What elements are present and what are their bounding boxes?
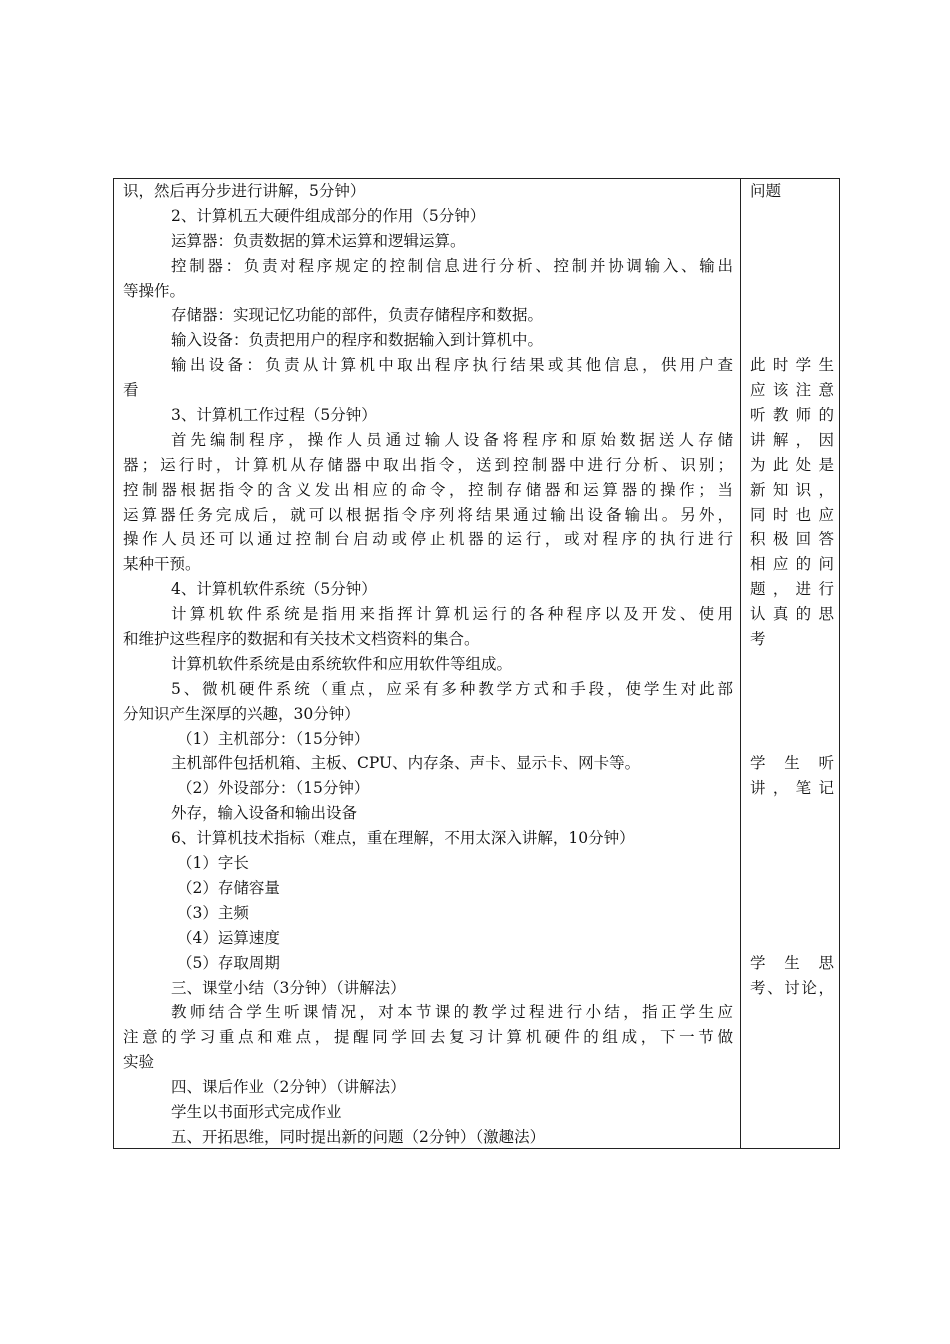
activity-line: [750, 279, 834, 304]
content-line: 看: [123, 381, 139, 400]
content-line: 计算机软件系统是由系统软件和应用软件等组成。: [171, 654, 513, 673]
content-line: 操作人员还可以通过控制台启动或停止机器的运行，或对程序的执行进行: [123, 530, 733, 549]
activity-line: [750, 303, 834, 328]
activity-line: 认真的思: [750, 605, 834, 624]
activity-line: [750, 204, 834, 229]
content-line: 控制器：负责对程序规定的控制信息进行分析、控制并协调输入、输出: [171, 256, 733, 275]
content-line: 输出设备：负责从计算机中取出程序执行结果或其他信息，供用户查: [171, 356, 733, 375]
content-line: （3）主频: [177, 903, 249, 922]
activity-line: 此时学生: [750, 356, 834, 375]
activity-line: 听教师的: [750, 406, 834, 425]
activity-line: 同时也应: [750, 505, 834, 524]
content-line: 主机部件包括机箱、主板、CPU、内存条、声卡、显示卡、网卡等。: [171, 754, 641, 773]
content-line: 和维护这些程序的数据和有关技术文档资料的集合。: [123, 630, 480, 649]
activity-line: [750, 677, 834, 702]
activity-line: 问题: [750, 182, 782, 200]
content-line: 计算机软件系统是指用来指挥计算机运行的各种程序以及开发、使用: [171, 605, 733, 624]
activity-line: [750, 851, 834, 876]
content-line: 识，然后再分步进行讲解，5分钟）: [123, 182, 366, 200]
activity-line: [750, 901, 834, 926]
content-line: 等操作。: [123, 281, 186, 300]
content-line: （2）外设部分：（15分钟）: [177, 779, 370, 798]
activity-line: 讲，笔记: [750, 779, 834, 798]
activity-line: 为此处是: [750, 455, 834, 474]
activity-line: 学生听: [750, 754, 834, 773]
content-line: （1）主机部分：（15分钟）: [177, 729, 370, 748]
content-line: 首先编制程序，操作人员通过输人设备将程序和原始数据送人存储: [171, 430, 733, 449]
activity-line: 讲解，因: [750, 430, 834, 449]
activity-line: [750, 229, 834, 254]
column-divider: [740, 179, 741, 1148]
activity-line: [750, 702, 834, 727]
content-line: 教师结合学生听课情况，对本节课的教学过程进行小结，指正学生应: [171, 1003, 733, 1022]
content-line: （5）存取周期: [177, 953, 280, 972]
lesson-content-column: [123, 179, 733, 1150]
content-line: （4）运算速度: [177, 928, 280, 947]
student-activity-column: [750, 179, 834, 1000]
activity-line: [750, 826, 834, 851]
activity-line: 考: [750, 630, 766, 649]
content-line: 控制器根据指令的含义发出相应的命令，控制存储器和运算器的操作；当: [123, 480, 733, 499]
activity-line: 新知识，: [750, 480, 834, 499]
content-line: （2）存储容量: [177, 878, 280, 897]
content-line: 实验: [123, 1053, 155, 1072]
activity-line: [750, 328, 834, 353]
activity-line: 应该注意: [750, 381, 834, 400]
lesson-table: [113, 178, 840, 1149]
activity-line: 学生思: [750, 953, 834, 972]
activity-line: 考、讨论，: [750, 978, 834, 997]
content-line: 器；运行时，计算机从存储器中取出指令，送到控制器中进行分析、识别；: [123, 455, 733, 474]
content-line: （1）字长: [177, 854, 249, 873]
content-line: 5、微机硬件系统（重点，应采有多种教学方式和手段，使学生对此部: [171, 679, 733, 698]
content-line: 运算器：负责数据的算术运算和逻辑运算。: [171, 231, 466, 250]
content-line: 三、课堂小结（3分钟）（讲解法）: [171, 978, 406, 997]
content-line: 某种干预。: [123, 555, 201, 574]
content-line: 输入设备：负责把用户的程序和数据输入到计算机中。: [171, 331, 544, 350]
content-line: 6、计算机技术指标（难点，重在理解，不用太深入讲解，10分钟）: [171, 829, 635, 848]
content-line: 学生以书面形式完成作业: [171, 1102, 342, 1121]
content-line: 四、课后作业（2分钟）（讲解法）: [171, 1078, 406, 1097]
activity-line: [750, 254, 834, 279]
activity-line: 积极回答: [750, 530, 834, 549]
content-line: 注意的学习重点和难点，提醒同学回去复习计算机硬件的组成，下一节做: [123, 1028, 733, 1047]
content-line: 外存，输入设备和输出设备: [171, 804, 358, 823]
activity-line: 题，进行: [750, 580, 834, 599]
content-line: 3、计算机工作过程（5分钟）: [171, 406, 377, 425]
activity-line: [750, 801, 834, 826]
content-line: 五、开拓思维，同时提出新的问题（2分钟）（激趣法）: [171, 1127, 546, 1146]
content-line: 分知识产生深厚的兴趣，30分钟）: [123, 704, 360, 723]
content-line: 2、计算机五大硬件组成部分的作用（5分钟）: [171, 206, 486, 225]
content-line: 存储器：实现记忆功能的部件，负责存储程序和数据。: [171, 306, 544, 325]
content-line: 4、计算机软件系统（5分钟）: [171, 580, 377, 599]
content-line: 运算器任务完成后，就可以根据指令序列将结果通过输出设备输出。另外，: [123, 505, 733, 524]
activity-line: [750, 652, 834, 677]
activity-line: [750, 926, 834, 951]
activity-line: 相应的问: [750, 555, 834, 574]
activity-line: [750, 727, 834, 752]
activity-line: [750, 876, 834, 901]
